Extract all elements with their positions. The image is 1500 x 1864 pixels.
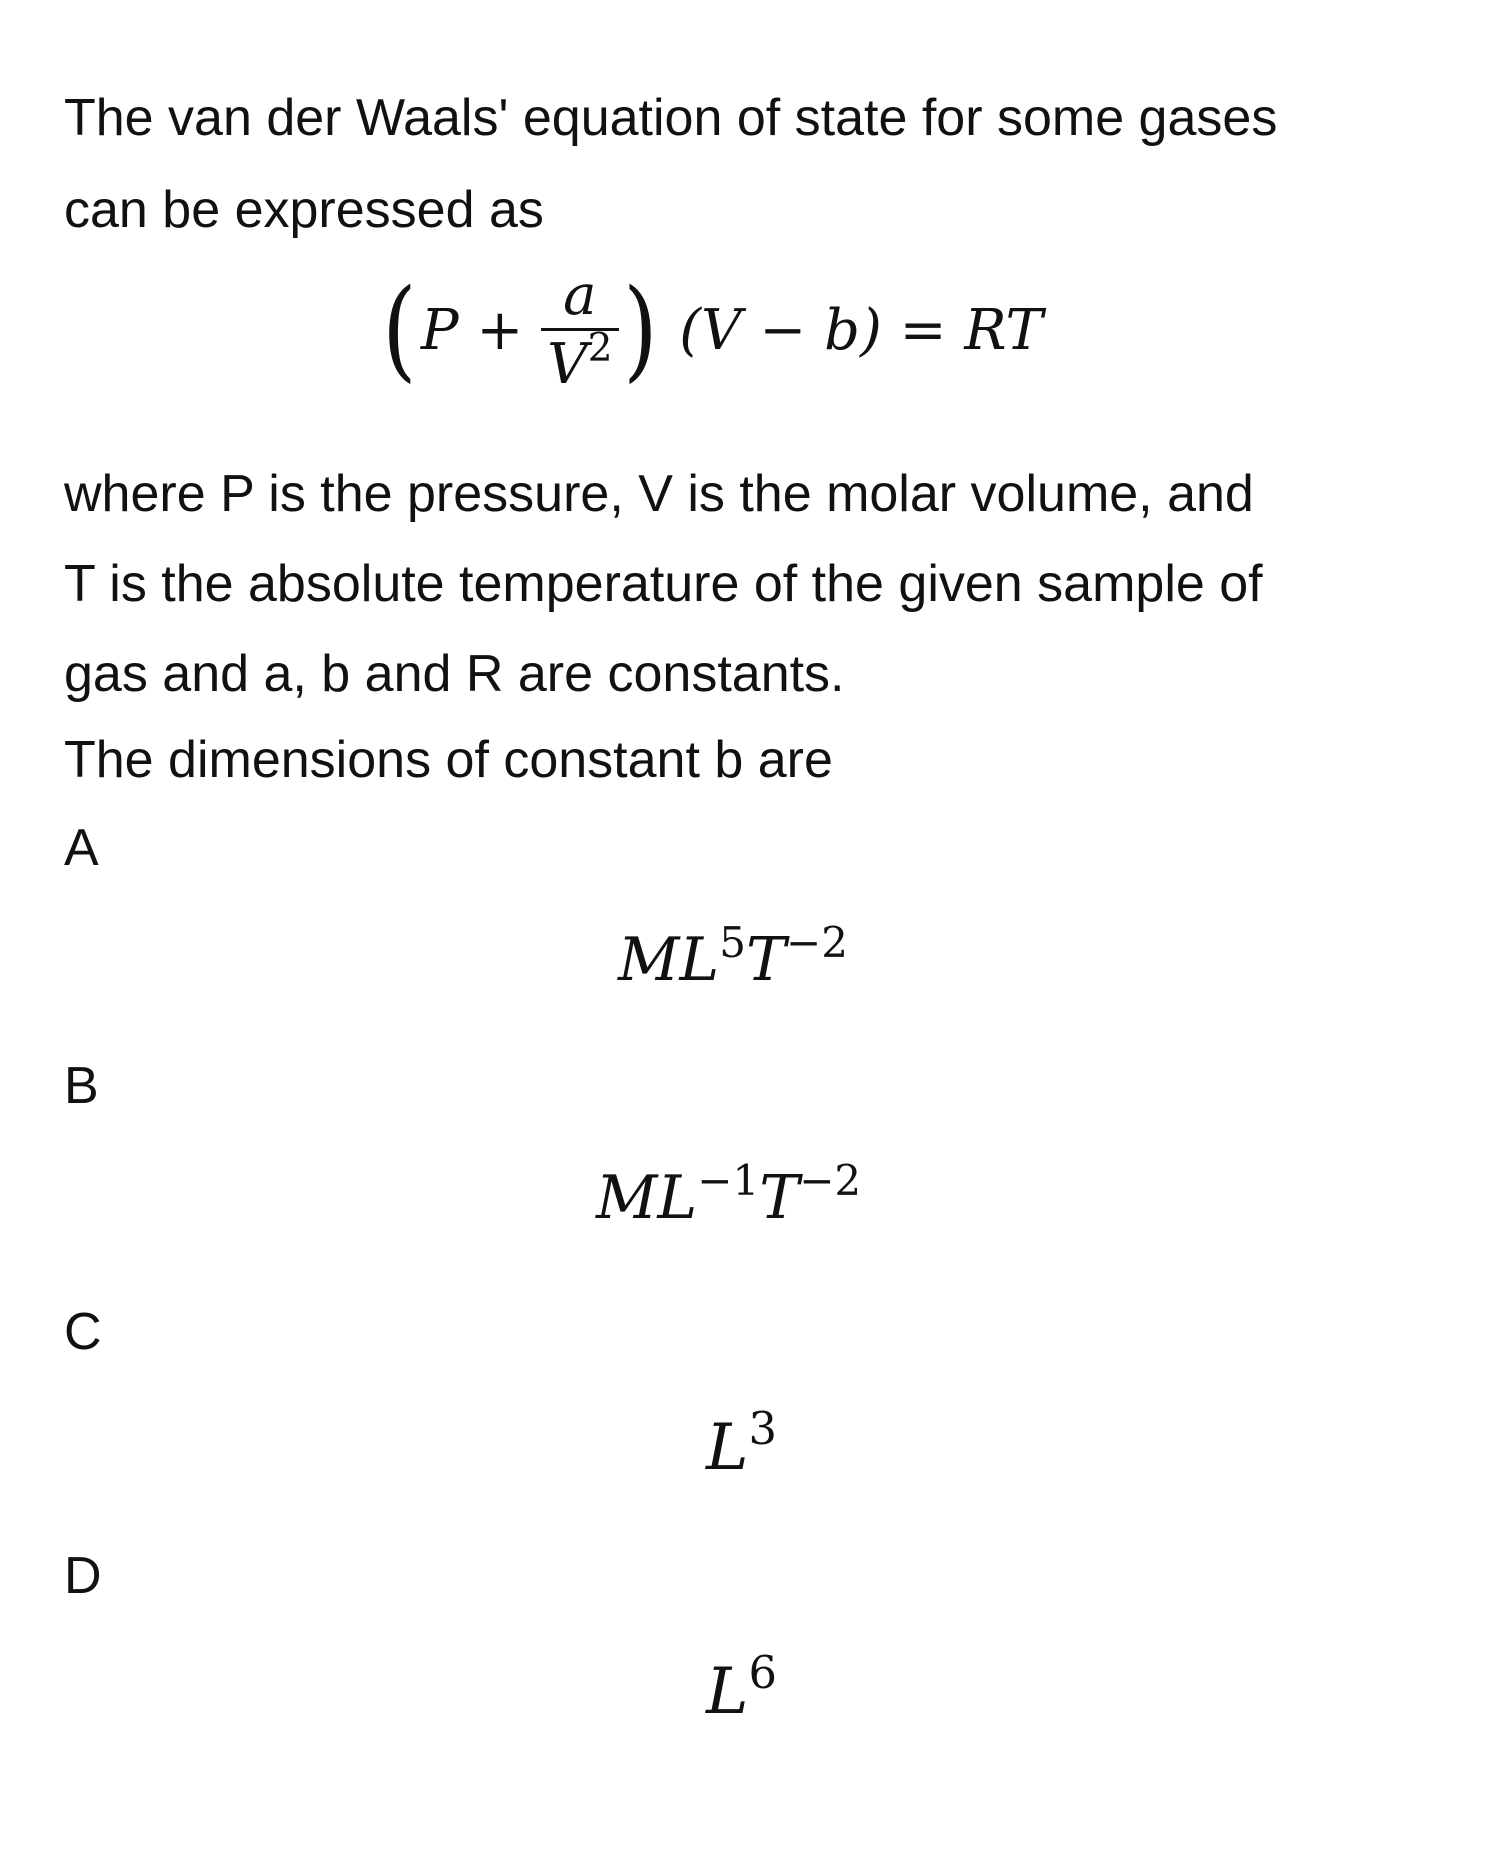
option-b-exponent-1: −1 (697, 1155, 760, 1205)
question-intro-line-1: The van der Waals' equation of state for some gases (64, 89, 1278, 147)
eq-fraction-denominator (541, 326, 618, 397)
option-c-label[interactable]: C (64, 1303, 102, 1361)
option-b-label[interactable]: B (64, 1057, 99, 1115)
eq-fraction-numerator: a (563, 263, 597, 328)
option-a-exponent-1: 5 (719, 917, 747, 967)
option-c-exponent: 3 (748, 1402, 778, 1456)
eq-volume-exponent: 2 (587, 326, 613, 372)
option-b-base-1: ML (596, 1163, 698, 1233)
option-a-base-2: T (746, 925, 787, 995)
option-a-answer[interactable] (618, 917, 848, 995)
question-prompt: The dimensions of constant b are (64, 731, 833, 789)
option-c-base: L (706, 1411, 749, 1485)
question-body-line-1: where P is the pressure, V is the molar volume, and (64, 465, 1254, 523)
option-d-exponent: 6 (748, 1646, 778, 1700)
option-a-exponent-2: −2 (786, 917, 848, 967)
question-intro-line-2: can be expressed as (64, 181, 544, 239)
option-a-base-1: ML (618, 925, 720, 995)
option-d-label[interactable]: D (64, 1547, 102, 1605)
option-d-answer[interactable] (706, 1646, 778, 1729)
question-body-line-3: gas and a, b and R are constants. (64, 645, 845, 703)
left-paren: ( (382, 264, 417, 393)
option-c-answer[interactable] (706, 1402, 778, 1485)
eq-fraction (541, 263, 618, 397)
eq-plus-sign: + (476, 298, 524, 363)
option-b-answer[interactable] (596, 1155, 862, 1233)
eq-right-side: (V − b) = RT (679, 298, 1043, 363)
question-body-line-2: T is the absolute temperature of the given sample of (64, 555, 1263, 613)
option-d-base: L (706, 1655, 749, 1729)
right-paren: ) (622, 264, 658, 393)
eq-volume-symbol: V (547, 332, 588, 397)
option-b-base-2: T (759, 1163, 800, 1233)
van-der-waals-equation (378, 263, 1043, 397)
option-a-label[interactable]: A (64, 819, 99, 877)
option-b-exponent-2: −2 (799, 1155, 862, 1205)
eq-pressure-symbol: P (420, 298, 459, 363)
